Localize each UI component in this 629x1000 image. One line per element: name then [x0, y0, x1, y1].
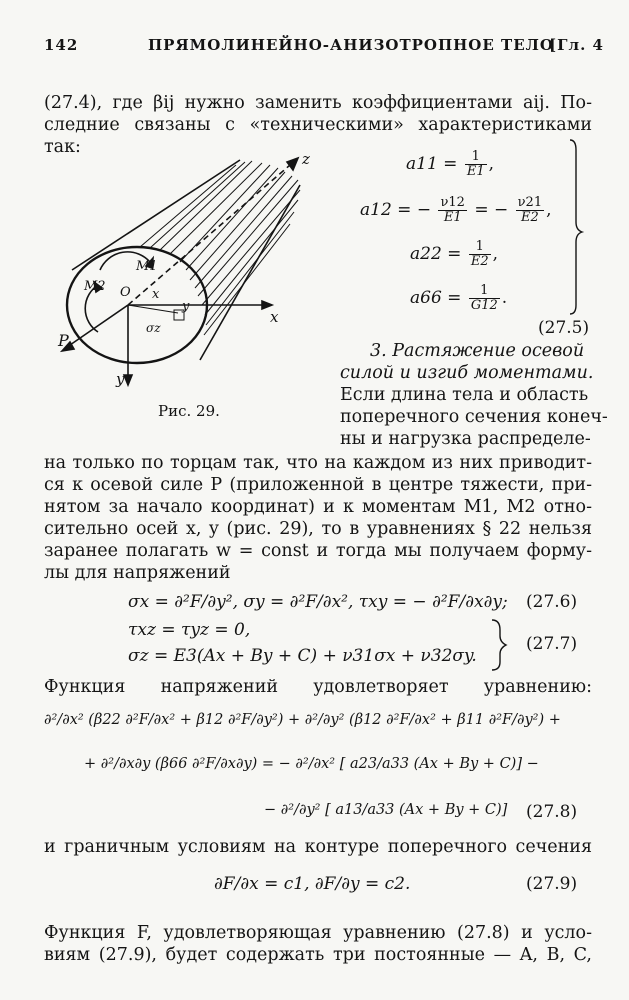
eq-27-8-line-2: + ∂²/∂x∂y (β66 ∂²F/∂x∂y) = − ∂²/∂x² [ a23/a33 (Ax + By + C)] −	[84, 756, 539, 772]
boundary-sentence: и граничным условиям на контуре поперечного сечения	[44, 837, 592, 857]
label-y-inner: y	[182, 299, 190, 314]
section3-line-1: 3. Растяжение осевой	[370, 341, 585, 361]
eq-27-8-line-1: ∂²/∂x² (β22 ∂²F/∂x² + β12 ∂²F/∂y²) + ∂²/∂y² (β12 ∂²F/∂x² + β11 ∂²F/∂y²) +	[44, 712, 561, 728]
section3-line-5: ны и нагрузка распределе-	[340, 429, 591, 449]
eq-27-6: σx = ∂²F/∂y², σy = ∂²F/∂x², τxy = − ∂²F/∂x∂y;	[128, 592, 508, 612]
body-line-6: лы для напряжений	[44, 563, 231, 583]
body-line-5: заранее полагать w = const и тогда мы получаем форму-	[44, 541, 592, 561]
eq-27-6-number: (27.6)	[526, 592, 578, 612]
label-y: y	[116, 370, 125, 388]
eq-27-9-number: (27.9)	[526, 874, 578, 894]
final-line-1: Функция F, удовлетворяющая уравнению (27.8) и усло-	[44, 923, 592, 943]
label-z: z	[302, 150, 310, 168]
intro-line-2: следние связаны с «техническими» характеристиками так:	[44, 115, 592, 157]
body-line-2: ся к осевой силе P (приложенной в центре тяжести, при-	[44, 475, 592, 495]
intro-line-1: (27.4), где βij нужно заменить коэффициентами aij. По-	[44, 93, 592, 113]
eq-27-5-number: (27.5)	[538, 318, 590, 338]
label-m1: M1	[136, 259, 158, 274]
section3-line-2: силой и изгиб моментами.	[340, 363, 594, 383]
eq-27-9: ∂F/∂x = c1, ∂F/∂y = c2.	[214, 874, 411, 894]
eq-27-7-line-2: σz = E3(Ax + By + C) + ν31σx + ν32σy.	[128, 646, 477, 666]
eq-27-7-line-1: τxz = τyz = 0,	[128, 620, 251, 640]
figure-caption: Рис. 29.	[158, 402, 220, 420]
body-line-3: нятом за начало координат) и к моментам M1, M2 отно-	[44, 497, 592, 517]
running-title: ПРЯМОЛИНЕЙНО-АНИЗОТРОПНОЕ ТЕЛО	[148, 36, 554, 54]
page-number: 142	[44, 36, 79, 54]
section3-line-4: поперечного сечения конеч-	[340, 407, 608, 427]
label-sigma-z: σz	[146, 321, 161, 335]
stress-function-sentence: Функция напряжений удовлетворяет уравнению:	[44, 677, 592, 697]
eq-a22: a22 = $\frac{1}{E2}$ ,	[410, 239, 498, 269]
final-line-2: виям (27.9), будет содержать три постоянные — A, B, C,	[44, 945, 592, 965]
chapter-label: [Гл. 4	[549, 36, 604, 54]
eq-27-8-number: (27.8)	[526, 802, 578, 822]
label-m2: M2	[84, 279, 106, 294]
eq-27-8-line-3: − ∂²/∂y² [ a13/a33 (Ax + By + C)]	[264, 802, 508, 818]
eq-a66: a66 = $\frac{1}{G12}$ .	[410, 283, 508, 313]
eq-a12: a12 = − $\frac{\nu 12}{E1}$ = − $\frac{\nu 21}{E2}$ ,	[360, 195, 552, 225]
label-origin: O	[120, 285, 131, 300]
body-line-4: сительно осей x, y (рис. 29), то в уравнениях § 22 нельзя	[44, 519, 592, 539]
eq-27-7-number: (27.7)	[526, 634, 578, 654]
label-x-inner: x	[152, 287, 160, 302]
body-line-1: на только по торцам так, что на каждом из них приводит-	[44, 453, 592, 473]
section3-line-3: Если длина тела и область	[340, 385, 589, 405]
label-x: x	[270, 308, 279, 326]
label-p: P	[58, 331, 69, 350]
eq-a11: a11 = $\frac{1}{E1}$ ,	[406, 149, 494, 179]
